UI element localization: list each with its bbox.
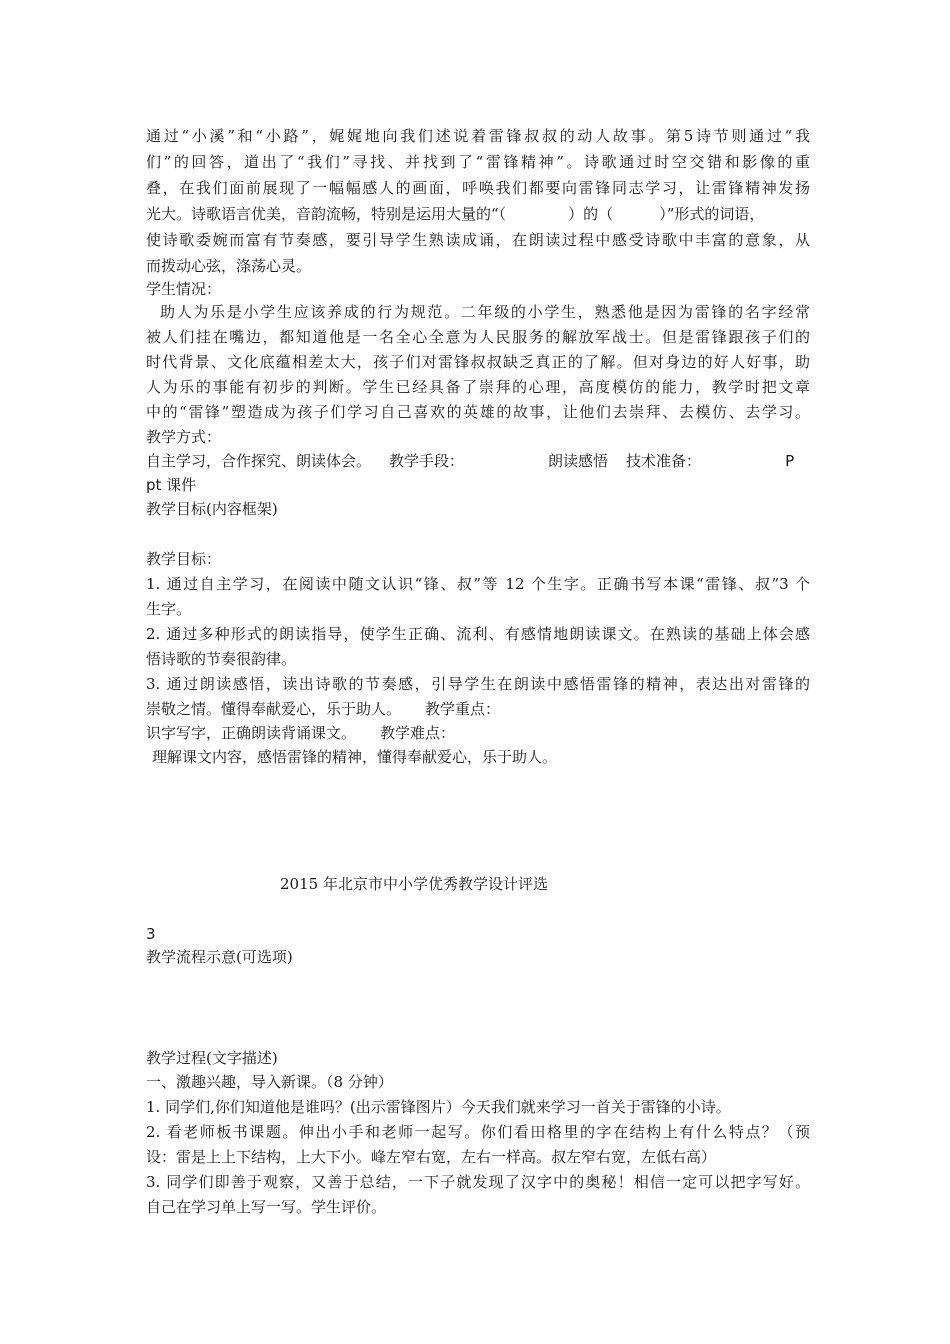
process-p3-line-2: 自己在学习单上写一写。学生评价。 [146,1198,387,1216]
intro-line-4 [146,203,810,226]
process-heading: 教学过程(文字描述) [146,1049,278,1067]
intro-line-4-c: ）”形式的词语， [659,205,765,223]
difficulty-text: 理解课文内容，感悟雷锋的精神，懂得奉献爱心，乐于助人。 [152,748,558,766]
methods-part-1: 自主学习，合作探究、朗读体会。 [146,452,372,470]
page-footer: 2015 年北京市中小学优秀教学设计评选 [280,875,548,893]
students-line-2: 被人们挂在嘴边，都知道他是一名全心全意为人民服务的解放军战士。但是雷锋跟孩子们的 [146,328,810,346]
key-points-label: 教学重点： [425,700,501,718]
page-number: 3 [146,925,156,943]
process-step-1: 一、激趣兴趣，导入新课。（8 分钟） [146,1073,393,1091]
goal-1-line-2: 生字。 [146,600,192,618]
intro-line-5: 使诗歌委婉而富有节奏感，要引导学生熟读成诵，在朗读过程中感受诗歌中丰富的意象，从 [146,231,810,249]
students-line-1: 助人为乐是小学生应该养成的行为规范。二年级的小学生，熟悉他是因为雷锋的名字经常 [160,303,810,321]
intro-line-3: 叠，在我们面前展现了一幅幅感人的画面，呼唤我们都要向雷锋同志学习，让雷锋精神发扬 [146,179,810,197]
goal-3-line-2-a: 崇敬之情。懂得奉献爱心，乐于助人。 [146,700,402,718]
intro-line-4-b: ）的（ [568,205,614,223]
key-points-line [146,722,810,745]
methods-line-2: pt 课件 [146,476,197,494]
intro-line-2: 们”的回答，道出了“我们”寻找、并找到了“雷锋精神”。诗歌通过时空交错和影像的重 [146,153,810,171]
methods-line [146,450,810,473]
goal-3-line-2 [146,698,810,721]
goal-3-line-1: 3. 通过朗读感悟，读出诗歌的节奏感，引导学生在朗读中感悟雷锋的精神，表达出对雷锋的 [146,675,810,693]
framework-heading: 教学目标(内容框架) [146,500,278,518]
difficulty-label: 教学难点： [380,724,456,742]
methods-part-4: 技术准备： [626,452,702,470]
methods-heading: 教学方式： [146,428,222,446]
goal-2-line-1: 2. 通过多种形式的朗读指导，使学生正确、流利、有感情地朗读课文。在熟读的基础上体会感 [146,625,810,643]
methods-part-5: P [785,452,795,470]
goal-1-line-1: 1. 通过自主学习，在阅读中随文认识“锋、叔”等 12 个生字。正确书写本课“雷锋、叔”3 个 [146,575,810,593]
process-p2-line-1: 2. 看老师板书课题。伸出小手和老师一起写。你们看田格里的字在结构上有什么特点？（预 [146,1123,810,1141]
process-p1: 1. 同学们,你们知道他是谁吗？(出示雷锋图片）今天我们就来学习一首关于雷锋的小诗。 [146,1098,731,1116]
methods-part-3: 朗读感悟 [548,452,609,470]
flow-heading: 教学流程示意(可选项) [146,948,293,966]
methods-part-2: 教学手段： [389,452,465,470]
key-points-text: 识字写字，正确朗读背诵课文。 [146,724,357,742]
intro-line-6: 而拨动心弦，涤荡心灵。 [146,257,312,275]
students-line-5: 中的“雷锋”塑造成为孩子们学习自己喜欢的英雄的故事，让他们去崇拜、去模仿、去学习。 [146,403,810,421]
process-p2-line-2: 设：雷是上上下结构，上大下小。峰左窄右宽，左右一样高。叔左窄右宽，左低右高） [146,1148,717,1166]
goal-2-line-2: 悟诗歌的节奏很韵律。 [146,650,297,668]
students-line-3: 时代背景、文化底蕴相差太大，孩子们对雷锋叔叔缺乏真正的了解。但对身边的好人好事，助 [146,353,810,371]
intro-line-4-a: 光大。诗歌语言优美，音韵流畅，特别是运用大量的“（ [146,205,507,223]
students-heading: 学生情况： [146,280,222,298]
intro-line-1: 通过“小溪”和“小路”，娓娓地向我们述说着雷锋叔叔的动人故事。第5诗节则通过“我 [146,127,810,145]
students-line-4: 人为乐的事能有初步的判断。学生已经具备了崇拜的心理，高度模仿的能力，教学时把文章 [146,378,810,396]
process-p3-line-1: 3. 同学们即善于观察，又善于总结，一下子就发现了汉字中的奥秘！相信一定可以把字写好。 [146,1173,810,1191]
goals-heading: 教学目标： [146,550,222,568]
